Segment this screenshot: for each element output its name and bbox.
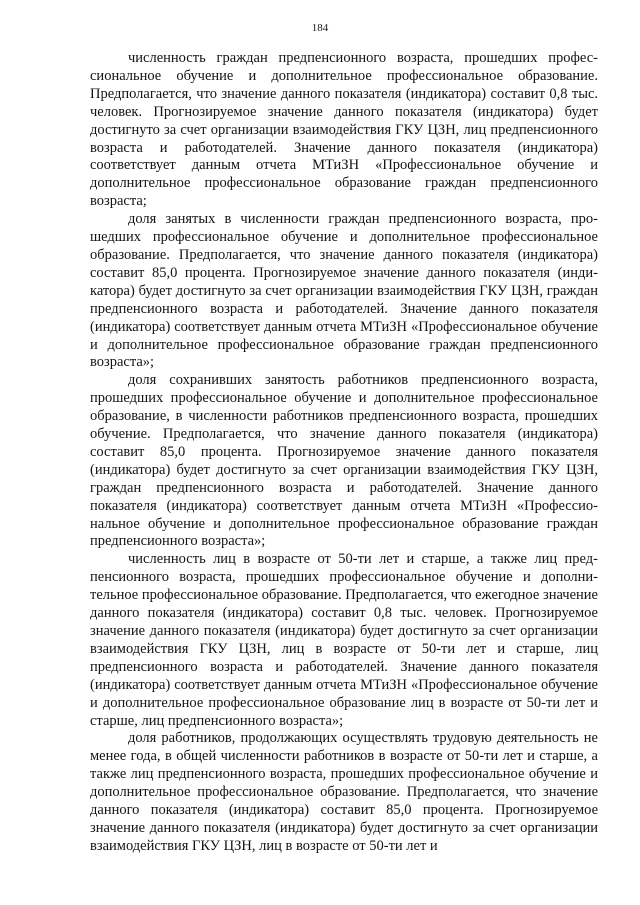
paragraph-2: доля занятых в численности граждан предпенсионного возраста, прошедших профессиональное обучение и дополнительное профессиональное образование. Предполагается, что значение данного показателя (индикатора) составит 85,0 процента. Прогнозируемое значение данного показателя (индикатора) будет достигнуто за счет организации взаимодействия ГКУ ЦЗН, граждан предпенсионного возраста и работодателей. Значение данного показателя (индикатора) соответствует данным отчета МТиЗН «Профессиональное обучение и дополнительное профессиональное образование граждан предпенсионного возраста»;: [90, 211, 598, 371]
paragraph-3: доля сохранивших занятость работников предпенсионного возраста, прошедших профессиональное обучение и дополнительное профессиональное образование, в численности работников предпенсионного возраста, прошедших обучение. Предполагается, что значение данного показателя (индикатора) составит 85,0 процента. Прогнозируемое значение данного показателя (индикатора) будет достигнуто за счет организации взаимодействия ГКУ ЦЗН, граждан предпенсионного возраста и работодателей. Значение данного показателя (индикатора) соответствует данным отчета МТиЗН «Профессиональное обучение и дополнительное профессиональное образование граждан предпенсионного возраста»;: [90, 372, 598, 550]
document-body: [90, 50, 598, 856]
paragraph-5: доля работников, продолжающих осуществлять трудовую деятельность не менее года, в общей численности работников в возрасте от 50-ти лет и старше, а также лиц предпенсионного возраста, прошедших профессиональное обучение и дополнительное профессиональное образование. Предполагается, что значение данного показателя (индикатора) составит 85,0 процента. Прогнозируемое значение данного показателя (индикатора) будет достигнуто за счет организации взаимодействия ГКУ ЦЗН, лиц в возрасте от 50-ти лет и: [90, 730, 598, 854]
paragraph-4: численность лиц в возрасте от 50-ти лет и старше, а также лиц предпенсионного возраста, прошедших профессиональное обучение и дополнительное профессиональное образование. Предполагается, что ежегодное значение данного показателя (индикатора) составит 0,8 тыс. человек. Прогнозируемое значение данного показателя (индикатора) будет достигнуто за счет организации взаимодействия ГКУ ЦЗН, лиц в возрасте от 50-ти лет и старше, лиц предпенсионного возраста и работодателей. Значение данного показателя (индикатора) соответствует данным отчета МТиЗН «Профессиональное обучение и дополнительное профессиональное образование лиц в возрасте от 50-ти лет и старше, лиц предпенсионного возраста»;: [90, 551, 598, 729]
paragraph-1: численность граждан предпенсионного возраста, прошедших профессиональное обучение и дополнительное профессиональное образование. Предполагается, что значение данного показателя (индикатора) составит 0,8 тыс. человек. Прогнозируемое значение данного показателя (индикатора) будет достигнуто за счет организации взаимодействия ГКУ ЦЗН, лиц предпенсионного возраста и работодателей. Значение данного показателя (индикатора) соответствует данным отчета МТиЗН «Профессиональное обучение и дополнительное профессиональное образование граждан предпенсионного возраста;: [90, 50, 598, 210]
page-number: 184: [311, 22, 329, 34]
